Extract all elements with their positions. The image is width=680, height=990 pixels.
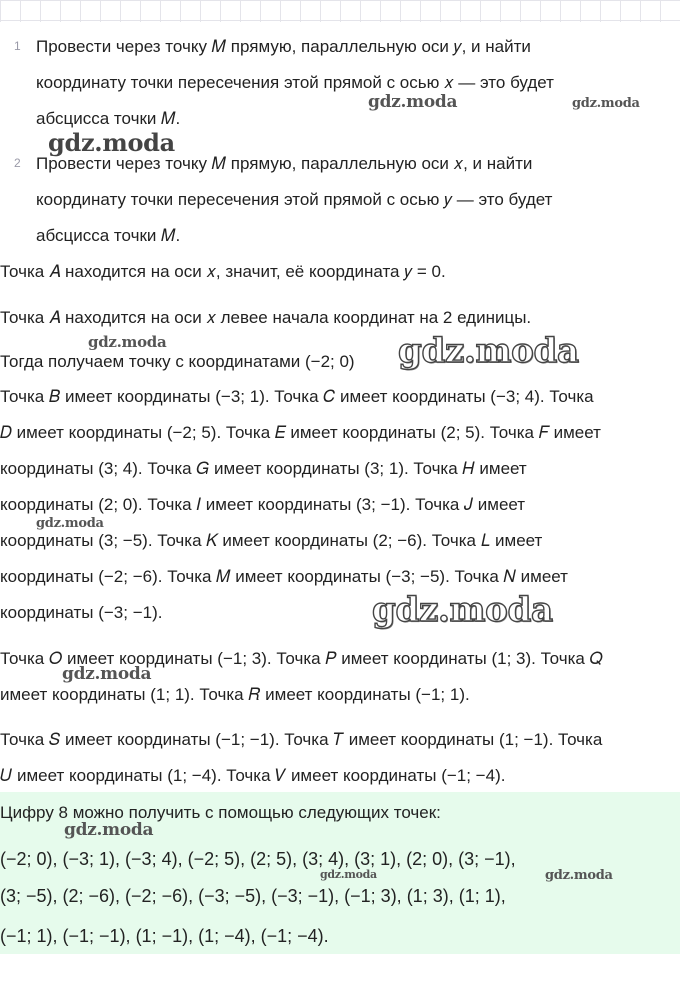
- text-line: Точка 𝑆 имеет координаты (−1; −1). Точка 𝑇 имеет координаты (1; −1). Точка: [0, 730, 603, 749]
- watermark: gdz.moda: [320, 868, 377, 881]
- answer-line: (3; −5), (2; −6), (−2; −6), (−3; −5), (−3; −1), (−1; 3), (1; 3), (1; 1),: [0, 886, 506, 906]
- watermark: gdz.moda: [64, 820, 154, 840]
- list-line: Провести через точку 𝑀 прямую, параллельную оси 𝑦, и найти: [36, 37, 531, 56]
- text-line: Точка 𝐵 имеет координаты (−3; 1). Точка 𝐶 имеет координаты (−3; 4). Точка: [0, 387, 594, 406]
- text-line: координаты (2; 0). Точка 𝐼 имеет координаты (3; −1). Точка 𝐽 имеет: [0, 495, 526, 514]
- list-number: 2: [14, 156, 21, 170]
- text-line: координаты (−2; −6). Точка 𝑀 имеет координаты (−3; −5). Точка 𝑁 имеет: [0, 567, 568, 586]
- list-line: координату точки пересечения этой прямой с осью 𝑥 — это будет: [36, 73, 554, 92]
- grid-header-strip: [0, 0, 680, 22]
- watermark: gdz.moda: [398, 331, 579, 371]
- text-line: имеет координаты (1; 1). Точка 𝑅 имеет координаты (−1; 1).: [0, 685, 470, 704]
- watermark: gdz.moda: [372, 590, 553, 630]
- answer-line: (−2; 0), (−3; 1), (−3; 4), (−2; 5), (2; 5), (3; 4), (3; 1), (2; 0), (3; −1),: [0, 849, 516, 869]
- text-line: Точка 𝑂 имеет координаты (−1; 3). Точка 𝑃 имеет координаты (1; 3). Точка 𝑄: [0, 649, 603, 668]
- watermark: gdz.moda: [48, 128, 175, 157]
- answer-heading: Цифру 8 можно получить с помощью следующих точек:: [0, 803, 441, 822]
- watermark: gdz.moda: [36, 516, 104, 531]
- text-line: координаты (3; −5). Точка 𝐾 имеет координаты (2; −6). Точка 𝐿 имеет: [0, 531, 543, 550]
- list-line: координату точки пересечения этой прямой с осью 𝑦 — это будет: [36, 190, 553, 209]
- list-line: абсцисса точки 𝑀.: [36, 109, 181, 128]
- text-line: Точка 𝐴 находится на оси 𝑥 левее начала координат на 2 единицы.: [0, 308, 532, 327]
- watermark: gdz.moda: [88, 333, 167, 351]
- watermark: gdz.moda: [368, 92, 458, 112]
- answer-line: (−1; 1), (−1; −1), (1; −1), (1; −4), (−1; −4).: [0, 926, 329, 946]
- watermark: gdz.moda: [572, 96, 640, 111]
- text-line: Тогда получаем точку с координатами (−2; 0): [0, 352, 355, 371]
- list-number: 1: [14, 39, 21, 53]
- watermark: gdz.moda: [545, 868, 613, 883]
- text-line: 𝑈 имеет координаты (1; −4). Точка 𝑉 имеет координаты (−1; −4).: [0, 766, 506, 785]
- text-line: 𝐷 имеет координаты (−2; 5). Точка 𝐸 имеет координаты (2; 5). Точка 𝐹 имеет: [0, 423, 601, 442]
- text-line: координаты (−3; −1).: [0, 603, 163, 622]
- text-line: координаты (3; 4). Точка 𝐺 имеет координаты (3; 1). Точка 𝐻 имеет: [0, 459, 527, 478]
- watermark: gdz.moda: [62, 664, 152, 684]
- list-line: Провести через точку 𝑀 прямую, параллельную оси 𝑥, и найти: [36, 154, 533, 173]
- text-line: Точка 𝐴 находится на оси 𝑥, значит, её координата 𝑦 = 0.: [0, 262, 446, 281]
- list-line: абсцисса точки 𝑀.: [36, 226, 181, 245]
